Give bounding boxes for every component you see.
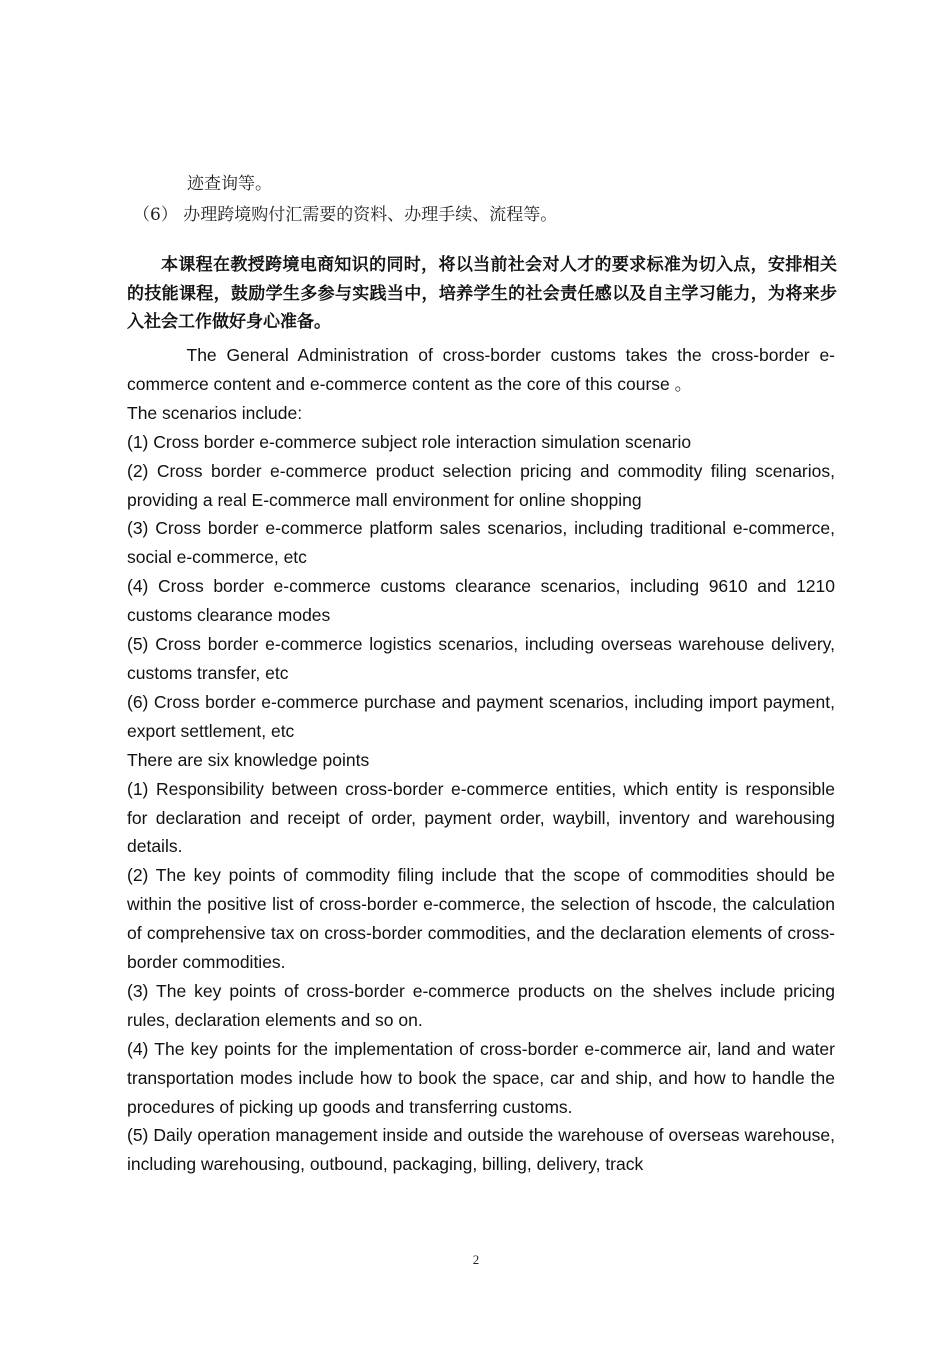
page-number: 2 bbox=[472, 1252, 480, 1267]
scenario-item: (3) Cross border e-commerce platform sales scenarios, including traditional e-commerce, social e-commerce, etc bbox=[127, 518, 835, 568]
cn-trace-query-line: 迹查询等。 bbox=[187, 174, 272, 194]
scenario-item: (5) Cross border e-commerce logistics scenarios, including overseas warehouse delivery, customs transfer, etc bbox=[127, 634, 835, 683]
intro-paragraph: The General Administration of cross-border customs takes the cross-border e-commerce content and e-commerce content as the core of this course 。 bbox=[127, 345, 835, 394]
scenarios-heading: The scenarios include: bbox=[127, 402, 303, 423]
knowledge-point-item: (1) Responsibility between cross-border e-commerce entities, which entity is responsible for declaration and receipt of order, payment order, waybill, inventory and warehousing details. bbox=[127, 778, 835, 857]
knowledge-heading: There are six knowledge points bbox=[127, 749, 370, 770]
scenario-item: (1) Cross border e-commerce subject role interaction simulation scenario bbox=[127, 431, 692, 452]
scenario-item: (4) Cross border e-commerce customs clearance scenarios, including 9610 and 1210 customs clearance modes bbox=[127, 576, 835, 626]
knowledge-point-item: (3) The key points of cross-border e-commerce products on the shelves include pricing rules, declaration elements and so on. bbox=[127, 980, 835, 1030]
english-body bbox=[127, 341, 835, 1179]
scenario-item: (6) Cross border e-commerce purchase and payment scenarios, including import payment, export settlement, etc bbox=[127, 691, 835, 741]
cn-item-6-line: （6） 办理跨境购付汇需要的资料、办理手续、流程等。 bbox=[133, 205, 558, 225]
knowledge-point-item: (5) Daily operation management inside and outside the warehouse of overseas warehouse, including warehousing, outbound, packaging, billing, delivery, track bbox=[127, 1125, 835, 1175]
knowledge-point-item: (2) The key points of commodity filing include that the scope of commodities should be within the positive list of cross-border e-commerce, the selection of hscode, the calculation of comprehensive tax on cross-border commodities, and the declaration elements of cross-border commodities. bbox=[127, 865, 835, 973]
knowledge-point-item: (4) The key points for the implementation of cross-border e-commerce air, land and water transportation modes include how to book the space, car and ship, and how to handle the procedures of picking up goods and transferring customs. bbox=[127, 1038, 835, 1117]
scenario-item: (2) Cross border e-commerce product selection pricing and commodity filing scenarios, providing a real E-commerce mall environment for online shopping bbox=[127, 460, 835, 510]
cn-course-summary-paragraph: 本课程在教授跨境电商知识的同时，将以当前社会对人才的要求标准为切入点，安排相关的技能课程，鼓励学生多参与实践当中，培养学生的社会责任感以及自主学习能力，为将来步入社会工作做好身心准备。 bbox=[127, 255, 837, 332]
